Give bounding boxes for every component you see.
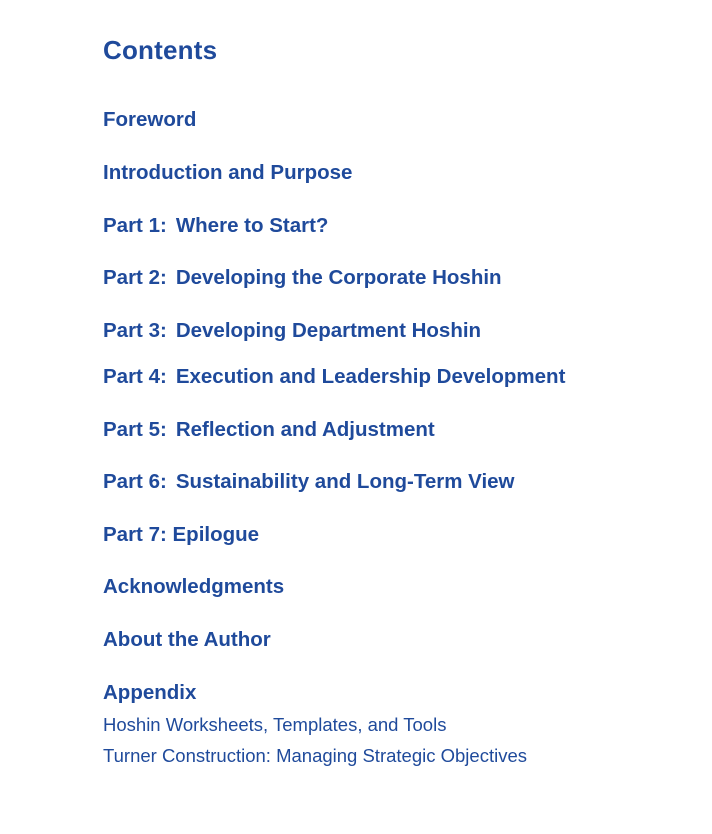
toc-item-part-5[interactable] <box>103 418 435 442</box>
part-number: Part 5: <box>103 418 167 441</box>
toc-subitem-hoshin-worksheets[interactable]: Hoshin Worksheets, Templates, and Tools <box>103 714 447 735</box>
toc-item-part-3[interactable] <box>103 319 481 343</box>
page-title: Contents <box>103 35 218 65</box>
part-number: Part 2: <box>103 266 167 289</box>
toc-item-part-6[interactable] <box>103 470 515 494</box>
part-title: Sustainability and Long-Term View <box>175 470 515 493</box>
part-number: Part 1: <box>103 214 167 237</box>
toc-item-introduction[interactable]: Introduction and Purpose <box>103 161 353 184</box>
part-title: Execution and Leadership Development <box>175 365 566 388</box>
part-title: Where to Start? <box>175 214 329 237</box>
toc-item-foreword[interactable]: Foreword <box>103 108 197 131</box>
toc-item-part-2[interactable] <box>103 266 502 290</box>
toc-item-part-1[interactable] <box>103 214 328 238</box>
toc-item-part-4[interactable] <box>103 365 565 389</box>
part-number: Part 4: <box>103 365 167 388</box>
toc-item-appendix[interactable]: Appendix <box>103 681 197 704</box>
part-number: Part 6: <box>103 470 167 493</box>
toc-subitem-turner-construction[interactable]: Turner Construction: Managing Strategic Objectives <box>103 745 527 766</box>
part-title: Developing Department Hoshin <box>175 319 482 342</box>
toc-item-about-author[interactable]: About the Author <box>103 628 271 651</box>
part-number: Part 3: <box>103 319 167 342</box>
part-title: Reflection and Adjustment <box>175 418 435 441</box>
toc-item-acknowledgments[interactable]: Acknowledgments <box>103 575 285 598</box>
part-title: Developing the Corporate Hoshin <box>175 266 502 289</box>
toc-item-part-7[interactable]: Part 7: Epilogue <box>103 523 260 546</box>
